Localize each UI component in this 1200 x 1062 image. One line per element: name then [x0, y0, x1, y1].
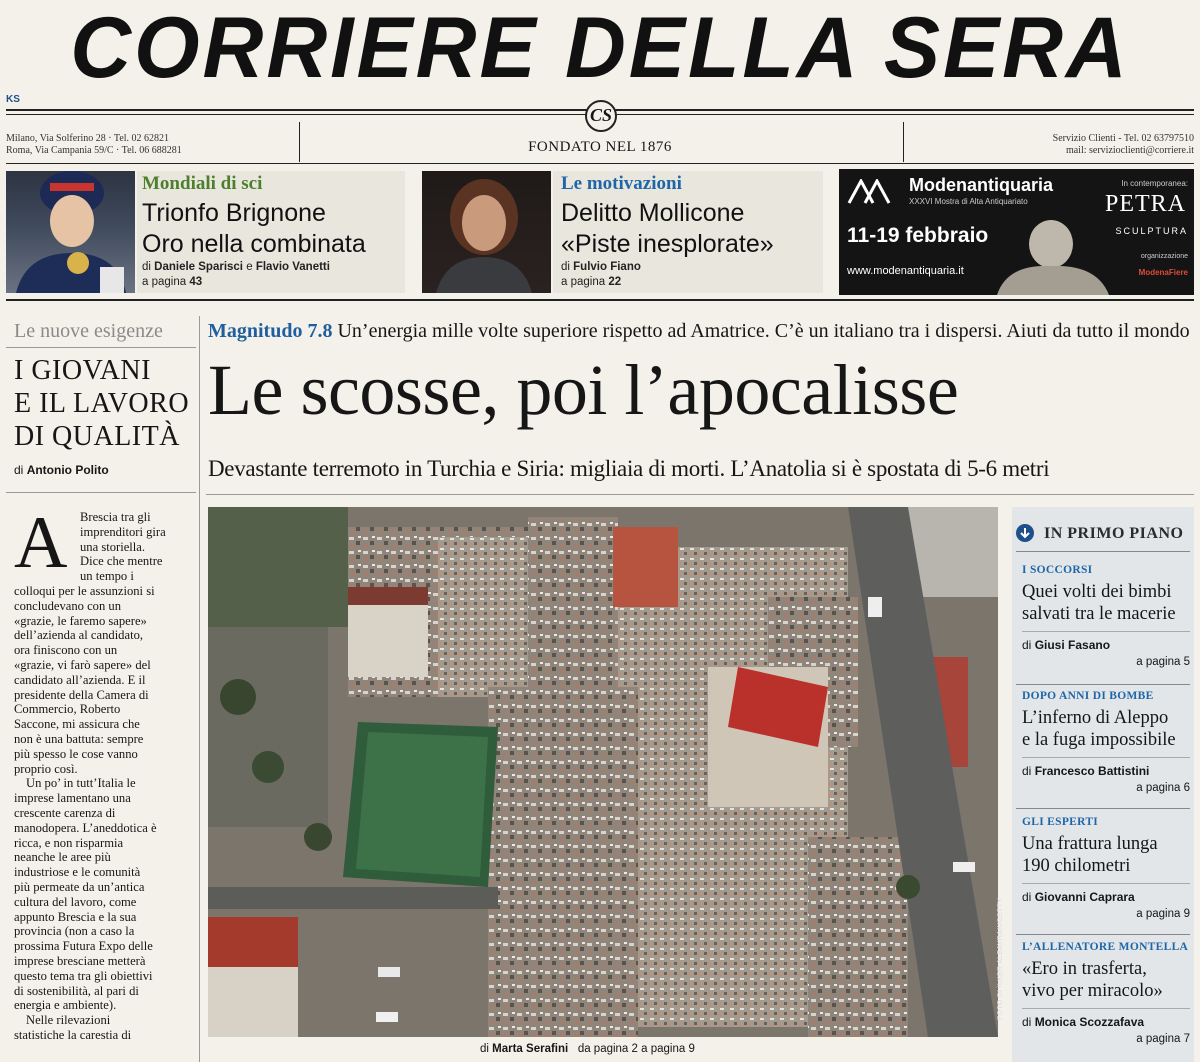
opinion-body-line: crescente carenza di	[14, 805, 116, 820]
overline-kicker: Magnitudo 7.8	[208, 320, 333, 342]
sidebar-kicker: DOPO ANNI DI BOMBE	[1022, 690, 1154, 702]
opinion-body-line: colloqui per le assunzioni si	[14, 583, 155, 598]
ad-partner-1: PETRA	[1104, 191, 1186, 217]
sidebar-kicker: L’ALLENATORE MONTELLA	[1022, 941, 1189, 953]
opinion-body-line: imprese bresciane metterà	[14, 953, 146, 968]
opinion-body-line: ora finiscono con un	[14, 643, 118, 658]
sidebar-title-line: L’inferno di Aleppo	[1022, 708, 1169, 728]
opinion-body-line: energia e ambiente).	[14, 998, 117, 1013]
opinion-body-line: Brescia tra gli	[80, 510, 151, 524]
by-prefix: di	[1022, 1015, 1032, 1029]
opinion-body-line: Commercio, Roberto	[14, 702, 121, 717]
caption-author: Marta Serafini	[492, 1043, 569, 1055]
opinion-body-line: una storiella.	[80, 539, 146, 554]
caption-prefix: di	[480, 1043, 489, 1055]
teaser-title-line: Trionfo Brignone	[142, 199, 326, 227]
lead-headline[interactable]: Le scosse, poi l’apocalisse	[208, 350, 959, 430]
sidebar-item-divider	[1022, 1008, 1190, 1009]
ad-dates: 11-19 febbraio	[847, 224, 989, 247]
by-prefix: di	[561, 261, 570, 273]
founder-seal-icon: CS	[585, 100, 617, 132]
sculpture-bust-icon	[987, 214, 1117, 295]
teaser-sci[interactable]	[137, 171, 405, 293]
page-number: 43	[189, 276, 203, 288]
photo-caption	[480, 1043, 695, 1055]
opinion-body-line: Dice che mentre	[80, 554, 163, 569]
sidebar-page: a pagina 6	[1136, 782, 1190, 794]
opinion-body	[14, 502, 189, 1060]
teaser-title-line: «Piste inesplorate»	[561, 230, 774, 258]
portrait-photo[interactable]	[422, 171, 551, 293]
opinion-title-line[interactable]: I GIOVANI	[14, 355, 151, 386]
opinion-body-line: cultura del lavoro, come	[14, 894, 137, 909]
photo-credit: FOTO DI ILKER ALBAYRAK/GETTY	[997, 897, 1004, 1020]
opinion-body-line: «grazie, vi farò sapere» del	[14, 657, 151, 672]
lead-rule	[206, 494, 1194, 495]
author-name: Antonio Polito	[26, 463, 109, 477]
opinion-body-line: industriose e le comunità	[14, 865, 141, 880]
advertisement[interactable]	[839, 169, 1194, 295]
ad-subtitle: XXXVI Mostra di Alta Antiquariato	[909, 197, 1028, 206]
sidebar-page: a pagina 9	[1136, 908, 1190, 920]
edition-mark: KS	[6, 94, 20, 105]
author-name: Flavio Vanetti	[255, 261, 330, 273]
opinion-kicker-text: Le nuove esigenze	[14, 320, 163, 342]
sidebar-item-divider	[1022, 631, 1190, 632]
author-name: Fulvio Fiano	[573, 261, 641, 273]
teaser-page	[561, 276, 621, 288]
sidebar-title-line: «Ero in trasferta,	[1022, 959, 1147, 979]
opinion-body-line: presidente della Camera di	[14, 687, 149, 702]
aerial-earthquake-photo-icon	[208, 507, 998, 1037]
address-roma: Roma, Via Campania 59/C · Tel. 06 688281	[6, 145, 182, 156]
opinion-body-line: dell’azienda al candidato,	[14, 628, 144, 643]
opinion-body-line: più spesso le cose vanno	[14, 746, 138, 761]
opinion-body-line: «grazie, le faremo sapere»	[14, 613, 147, 628]
by-prefix: di	[142, 261, 151, 273]
teaser-title-line: Delitto Mollicone	[561, 199, 745, 227]
opinion-body-line: statistiche la carestia di	[14, 1027, 132, 1042]
masthead-title: CORRIERE DELLA SERA	[70, 0, 1130, 96]
header-bottom-rule	[6, 163, 1194, 164]
opinion-body-line: non è una battuta: sempre	[14, 731, 144, 746]
dropcap-letter: A	[14, 502, 68, 584]
ad-organizer-label: organizzazione	[1140, 253, 1188, 260]
opinion-title-line[interactable]: E IL LAVORO	[14, 388, 190, 419]
teaser-byline	[142, 261, 330, 273]
teaser-kicker: Mondiali di sci	[142, 173, 263, 194]
sidebar-byline	[1022, 1015, 1190, 1029]
sidebar-rule	[1016, 551, 1190, 552]
modenantiquaria-logo-icon	[847, 179, 903, 205]
by-joiner: e	[246, 261, 253, 273]
sidebar-kicker: I SOCCORSI	[1022, 564, 1093, 576]
page-number: 22	[608, 276, 622, 288]
caption-pages: da pagina 2 a pagina 9	[577, 1043, 695, 1055]
sidebar-item-divider	[1022, 883, 1190, 884]
sidebar-title-line: Quei volti dei bimbi	[1022, 582, 1172, 602]
opinion-body-line: Nelle rilevazioni	[26, 1013, 111, 1028]
lead-subhead: Devastante terremoto in Turchia e Siria: migliaia di morti. L’Anatolia si è spostata di 5-6 metri	[208, 456, 1050, 481]
sidebar-title-line: vivo per miracolo»	[1022, 981, 1163, 1001]
athlete-photo[interactable]	[6, 171, 135, 293]
opinion-body-line: imprenditori gira	[80, 524, 166, 539]
sidebar-title-line: salvati tra le macerie	[1022, 604, 1176, 624]
section-rule	[6, 299, 1194, 301]
opinion-rule	[6, 492, 196, 493]
athlete-photo-icon	[6, 171, 135, 293]
opinion-body-line: prossima Futura Expo delle	[14, 939, 153, 954]
sidebar-item-soccorsi[interactable]	[1022, 564, 1190, 668]
sidebar-title-line: e la fuga impossibile	[1022, 730, 1176, 750]
opinion-body-line: un tempo i	[80, 569, 134, 584]
author-name: Monica Scozzafava	[1034, 1015, 1145, 1029]
by-prefix: di	[14, 463, 24, 477]
by-prefix: di	[1022, 764, 1032, 778]
customer-email: mail: servizioclienti@corriere.it	[1065, 145, 1194, 156]
opinion-body-line: concludevano con un	[14, 598, 122, 613]
ad-organizer: ModenaFiere	[1138, 268, 1188, 277]
customer-service: Servizio Clienti - Tel. 02 63797510	[1052, 133, 1194, 144]
sidebar-title-line: Una frattura lunga	[1022, 834, 1158, 854]
sidebar-item-divider	[1022, 757, 1190, 758]
teaser-page	[142, 276, 202, 288]
opinion-body-line: ricca, e non risparmia	[14, 835, 124, 850]
lead-overline	[208, 320, 1198, 343]
opinion-body-line: provincia (non a caso la	[14, 924, 135, 939]
aerial-earthquake-photo[interactable]	[208, 507, 998, 1037]
sidebar-item-esperti[interactable]	[1022, 816, 1190, 920]
by-prefix: di	[1022, 890, 1032, 904]
teaser-title-line: Oro nella combinata	[142, 230, 366, 258]
opinion-body-line: manodopera. L’aneddotica è	[14, 820, 157, 835]
address-milano: Milano, Via Solferino 28 · Tel. 02 62821	[6, 133, 170, 144]
ad-partner-2: SCULPTURA	[1115, 226, 1188, 236]
header-divider	[903, 122, 904, 162]
sidebar-page: a pagina 5	[1136, 656, 1190, 668]
sidebar-item-aleppo[interactable]	[1022, 690, 1190, 794]
opinion-body-line: più permeate da un’antica	[14, 879, 145, 894]
opinion-body-line: neanche le aree più	[14, 850, 111, 865]
by-prefix: di	[1022, 638, 1032, 652]
teaser-byline	[561, 261, 641, 273]
sidebar-rule	[1016, 684, 1190, 685]
opinion-byline	[14, 463, 109, 477]
teaser-mollicone[interactable]	[553, 171, 823, 293]
page-label: a pagina	[142, 276, 187, 288]
ad-side-label: In contemporanea:	[1121, 179, 1188, 188]
opinion-body-line: Un po’ in tutt’Italia le	[26, 776, 136, 791]
portrait-photo-icon	[422, 171, 551, 293]
opinion-body-line: appunto Brescia e la sua	[14, 909, 137, 924]
opinion-body-line: proprio così.	[14, 761, 78, 776]
opinion-body-line: candidato all’azienda. E il	[14, 672, 146, 687]
sidebar-kicker: GLI ESPERTI	[1022, 816, 1099, 828]
author-name: Giusi Fasano	[1034, 638, 1111, 652]
author-name: Giovanni Caprara	[1034, 890, 1135, 904]
sidebar-title-line: 190 chilometri	[1022, 856, 1131, 876]
opinion-body-line: Saccone, mi assicura che	[14, 717, 140, 732]
ad-brand: Modenantiquaria	[909, 175, 1054, 195]
sidebar-header: IN PRIMO PIANO	[1044, 525, 1184, 542]
opinion-kicker	[14, 320, 194, 343]
opinion-body-line: di sostenibilità, al pari di	[14, 983, 139, 998]
opinion-body-line: questo tema tra gli obiettivi	[14, 968, 153, 983]
down-arrow-icon	[1016, 524, 1034, 542]
opinion-body-line: imprese lamentano una	[14, 791, 131, 806]
sidebar-byline	[1022, 764, 1190, 778]
author-name: Francesco Battistini	[1034, 764, 1150, 778]
page-label: a pagina	[561, 276, 606, 288]
sidebar-byline	[1022, 890, 1190, 904]
founded-line: FONDATO NEL 1876	[528, 139, 672, 155]
sidebar-page: a pagina 7	[1136, 1033, 1190, 1045]
sidebar-rule	[1016, 808, 1190, 809]
opinion-rule	[6, 347, 196, 348]
overline-text: Un’energia mille volte superiore rispetto ad Amatrice. C’è un italiano tra i dispersi. Aiuti da tutto il mondo	[337, 320, 1190, 342]
opinion-title-line[interactable]: DI QUALITÀ	[14, 421, 180, 452]
sidebar-byline	[1022, 638, 1190, 652]
author-name: Daniele Sparisci	[154, 261, 244, 273]
sidebar-item-montella[interactable]	[1022, 941, 1190, 1045]
teaser-kicker: Le motivazioni	[561, 173, 682, 194]
column-divider	[199, 316, 200, 1062]
sidebar-rule	[1016, 934, 1190, 935]
ad-url: www.modenantiquaria.it	[847, 265, 964, 277]
